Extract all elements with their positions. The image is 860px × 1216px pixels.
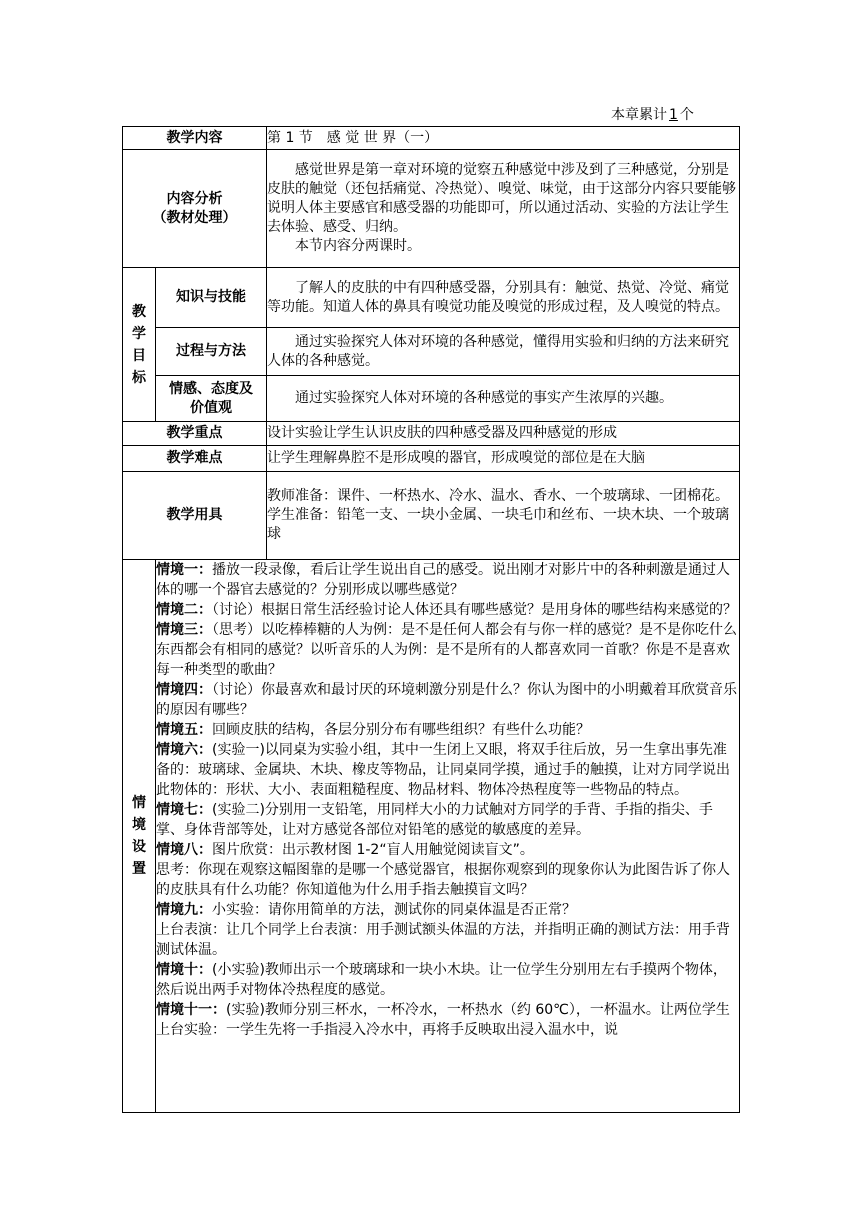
key-point-text: 设计实验让学生认识皮肤的四种感受器及四种感觉的形成 [267, 422, 740, 446]
label-emotion-values [156, 376, 267, 422]
row-key-point [123, 422, 740, 446]
analysis-paragraph-2: 本节内容分两课时。 [295, 238, 421, 254]
label-teaching-tools: 教学用具 [123, 472, 267, 560]
objectives-char: 学 [132, 325, 146, 342]
scenario-title: 情境八： [156, 842, 212, 858]
scenario-title: 情境二： [156, 602, 212, 618]
scenario-body: (小实验)教师出示一个玻璃球和一块小木块。让一位学生分别用左右手摸两个物体，然后说出两手对物体冷热程度的感觉。 [156, 962, 727, 998]
student-preparation: 学生准备：铅笔一支、一块小金属、一块毛巾和丝布、一块木块、一个玻璃球 [267, 507, 729, 542]
label-scenario-setup [123, 560, 156, 1113]
objectives-char: 教 [132, 303, 146, 320]
row-teaching-content [123, 127, 740, 150]
scenario-body: （思考）以吃棒棒糖的人为例：是不是任何人都会有与你一样的感觉？是不是你吃什么东西都会有相同的感觉？以听音乐的人为例：是不是所有的人都喜欢同一首歌？你是不是喜欢每一种类型的歌曲？ [156, 622, 737, 678]
emotion-label-line2: 价值观 [190, 399, 232, 416]
scenario-title: 情境三： [156, 622, 212, 638]
row-process-methods [123, 328, 740, 376]
scenario-char: 设 [132, 839, 146, 855]
teaching-content-value: 第 1 节 感 觉 世 界（一） [267, 127, 740, 150]
row-scenario-setup [123, 560, 740, 1113]
scenario-title: 情境一： [156, 562, 212, 578]
scenario-10 [156, 960, 739, 1000]
row-content-analysis [123, 150, 740, 268]
scenario-title: 情境六： [156, 742, 212, 758]
total-count: 1 [669, 107, 678, 123]
scenario-body: (实验一)以同桌为实验小组，其中一生闭上又眼，将双手往后放，另一生拿出事先准备的：玻璃球、金属块、木块、橡皮等物品，让同桌同学摸，通过手的触摸，让对方同学说出此物体的：形状、大小、表面粗糙程度、物品材料、物体冷热程度等一些物品的特点。 [156, 742, 730, 798]
knowledge-skills-paragraph: 了解人的皮肤的中有四种感受器，分别具有：触觉、热觉、冷觉、痛觉等功能。知道人体的鼻具有嗅觉功能及嗅觉的形成过程，及人嗅觉的特点。 [267, 279, 729, 315]
content-analysis-text [267, 150, 740, 268]
row-teaching-tools [123, 472, 740, 560]
scenario-6 [156, 740, 739, 800]
knowledge-skills-text [267, 268, 740, 328]
row-emotion-values [123, 376, 740, 422]
scenario-title: 情境四： [156, 682, 212, 698]
scenario-title: 情境七： [156, 802, 212, 818]
total-prefix: 本章累计 [611, 107, 667, 123]
scenario-9 [156, 900, 739, 920]
scenario-9-demo: 上台表演：让几个同学上台表演：用手测试额头体温的方法，并指明正确的测试方法：用手背测试体温。 [156, 922, 730, 958]
label-key-point: 教学重点 [123, 422, 267, 446]
total-suffix: 个 [679, 107, 694, 123]
label-content-analysis [123, 150, 267, 268]
difficulty-text: 让学生理解鼻腔不是形成嗅的器官，形成嗅觉的部位是在大脑 [267, 446, 740, 472]
lesson-plan-table [122, 126, 740, 1113]
scenario-body: (实验二)分别用一支铅笔，用同样大小的力试触对方同学的手背、手指的指尖、手掌、身体背部等处，让对方感觉各部位对铅笔的感觉的敏感度的差异。 [156, 802, 713, 838]
label-teaching-content: 教学内容 [123, 127, 267, 150]
scenario-title: 情境九： [156, 902, 212, 918]
teacher-preparation: 教师准备：课件、一杯热水、冷水、温水、香水、一个玻璃球、一团棉花。 [267, 488, 729, 504]
scenario-title: 情境五： [156, 722, 212, 738]
scenario-5 [156, 720, 739, 740]
teaching-tools-text [267, 472, 740, 560]
scenario-3 [156, 620, 739, 680]
scenario-11 [156, 1000, 739, 1040]
objectives-char: 标 [132, 369, 146, 386]
process-methods-text [267, 328, 740, 376]
scenario-body: （讨论）你最喜欢和最讨厌的环境刺激分别是什么？你认为图中的小明戴着耳欣赏音乐的原因有哪些？ [156, 682, 737, 718]
row-knowledge-skills [123, 268, 740, 328]
chapter-total-note [611, 106, 694, 124]
label-knowledge-skills: 知识与技能 [156, 268, 267, 328]
scenario-body: 播放一段录像，看后让学生说出自己的感受。说出刚才对影片中的各种刺激是通过人体的哪一个器官去感觉的？分别形成以哪些感觉？ [156, 562, 730, 598]
scenario-7 [156, 800, 739, 840]
objectives-char: 目 [132, 347, 146, 364]
scenario-char: 置 [132, 861, 146, 877]
emotion-label-line1: 情感、态度及 [169, 380, 253, 397]
label-process-methods: 过程与方法 [156, 328, 267, 376]
scenario-8-think: 思考：你现在观察这幅图靠的是哪一个感觉器官，根据你观察到的现象你认为此图告诉了你人的皮肤具有什么功能？你知道他为什么用手指去触摸盲文吗？ [156, 862, 730, 898]
label-teaching-objectives [123, 268, 156, 422]
analysis-paragraph-1: 感觉世界是第一章对环境的觉察五种感觉中涉及到了三种感觉，分别是皮肤的触觉（还包括痛觉、冷热觉）、嗅觉、味觉，由于这部分内容只要能够说明人体主要感官和感受器的功能即可，所以通过活动、实验的方法让学生去体验、感受、归纳。 [267, 162, 736, 235]
analysis-label-line1: 内容分析 [166, 190, 223, 207]
emotion-values-paragraph: 通过实验探究人体对环境的各种感觉的事实产生浓厚的兴趣。 [295, 390, 673, 406]
label-difficulty: 教学难点 [123, 446, 267, 472]
scenario-char: 情 [132, 795, 146, 811]
scenario-2 [156, 600, 739, 620]
scenario-title: 情境十一： [156, 1002, 226, 1018]
scenario-setup-text [156, 560, 740, 1113]
scenario-body: （讨论）根据日常生活经验讨论人体还具有哪些感觉？是用身体的哪些结构来感觉的？ [212, 602, 737, 618]
scenario-1 [156, 560, 739, 600]
scenario-8 [156, 840, 739, 860]
scenario-4 [156, 680, 739, 720]
scenario-title: 情境十： [156, 962, 212, 978]
analysis-label-line2: （教材处理） [152, 209, 237, 226]
scenario-char: 境 [132, 817, 146, 833]
scenario-body: 图片欣赏：出示教材图 1-2“盲人用触觉阅读盲文”。 [212, 842, 534, 858]
emotion-values-text [267, 376, 740, 422]
process-methods-paragraph: 通过实验探究人体对环境的各种感觉，懂得用实验和归纳的方法来研究人体的各种感觉。 [267, 333, 729, 369]
scenario-body: (实验)教师分别三杯水，一杯冷水，一杯热水（约 60℃），一杯温水。让两位学生上台实验：一学生先将一手指浸入冷水中，再将手反映取出浸入温水中，说 [156, 1002, 730, 1038]
row-difficulty [123, 446, 740, 472]
scenario-body: 小实验：请你用简单的方法，测试你的同桌体温是否正常？ [212, 902, 576, 918]
scenario-body: 回顾皮肤的结构，各层分别分布有哪些组织？有些什么功能？ [212, 722, 590, 738]
